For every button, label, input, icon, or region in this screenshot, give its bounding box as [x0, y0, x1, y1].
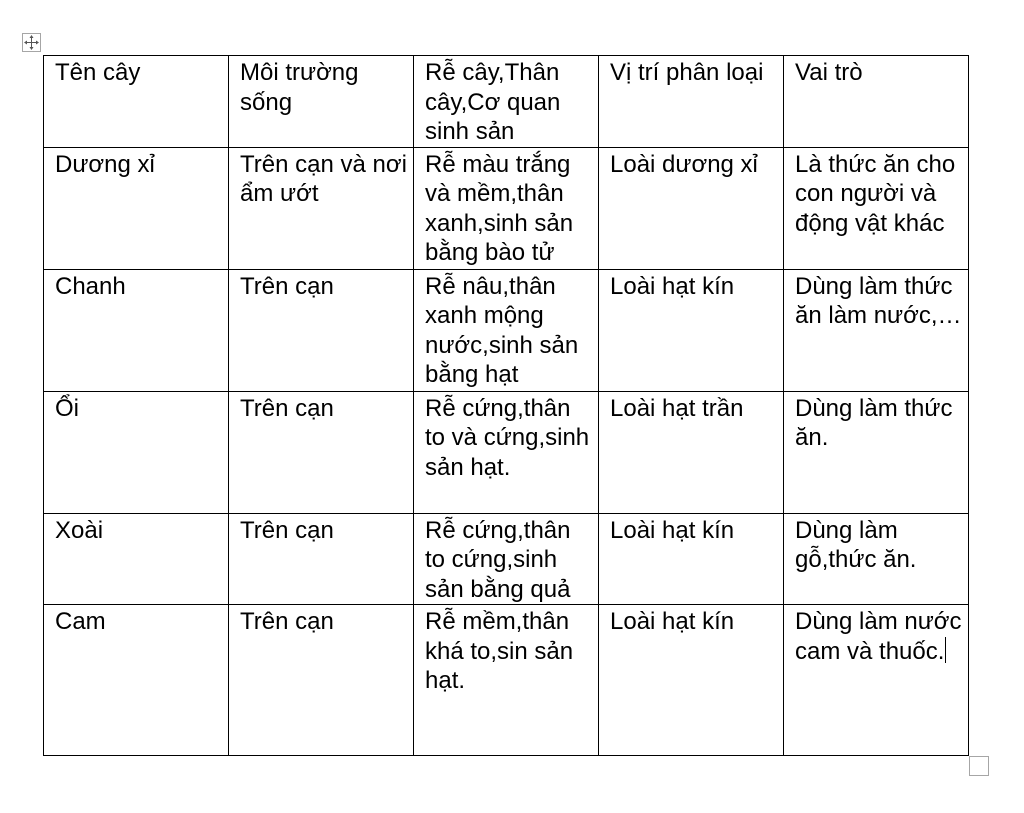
table-resize-handle[interactable] [969, 756, 989, 776]
header-cell-moi-truong[interactable]: Môi trường sống [229, 56, 414, 148]
table-cell[interactable]: Dùng làm thức ăn. [784, 391, 969, 513]
table-header-row [44, 56, 969, 148]
table-row [44, 391, 969, 513]
table-row [44, 605, 969, 756]
table-cell[interactable]: Trên cạn [229, 269, 414, 391]
header-cell-vi-tri[interactable]: Vị trí phân loại [599, 56, 784, 148]
cell-text: Dùng làm nước cam và thuốc. [795, 608, 962, 665]
table-cell[interactable]: Trên cạn [229, 513, 414, 605]
table-cell[interactable]: Rễ nâu,thân xanh mộng nước,sinh sản bằng hạt [414, 269, 599, 391]
header-cell-ten-cay[interactable]: Tên cây [44, 56, 229, 148]
text-caret [945, 637, 946, 663]
table-cell[interactable]: Trên cạn [229, 605, 414, 756]
table-cell[interactable]: Là thức ăn cho con người và động vật khác [784, 147, 969, 269]
table-row [44, 513, 969, 605]
table-cell[interactable]: Chanh [44, 269, 229, 391]
table-cell[interactable]: Loài hạt kín [599, 513, 784, 605]
table-cell[interactable]: Trên cạn [229, 391, 414, 513]
table-cell[interactable]: Cam [44, 605, 229, 756]
header-cell-vai-tro[interactable]: Vai trò [784, 56, 969, 148]
table-row [44, 147, 969, 269]
table-move-handle[interactable] [22, 33, 41, 52]
table-cell[interactable]: Trên cạn và nơi ẩm ướt [229, 147, 414, 269]
header-cell-re-than[interactable]: Rễ cây,Thân cây,Cơ quan sinh sản [414, 56, 599, 148]
table-row [44, 269, 969, 391]
table-cell[interactable]: Rễ cứng,thân to và cứng,sinh sản hạt. [414, 391, 599, 513]
table-cell[interactable]: Rễ mềm,thân khá to,sin sản hạt. [414, 605, 599, 756]
table-cell[interactable]: Dùng làm thức ăn làm nước,… [784, 269, 969, 391]
table-cell[interactable]: Xoài [44, 513, 229, 605]
table-cell-active[interactable] [784, 605, 969, 756]
move-arrows-icon [23, 34, 40, 51]
table-cell[interactable]: Loài hạt trần [599, 391, 784, 513]
table-cell[interactable]: Rễ màu trắng và mềm,thân xanh,sinh sản bằng bào tử [414, 147, 599, 269]
table-cell[interactable]: Loài hạt kín [599, 269, 784, 391]
table-cell[interactable]: Dùng làm gỗ,thức ăn. [784, 513, 969, 605]
plant-table [43, 55, 969, 756]
table-cell[interactable]: Rễ cứng,thân to cứng,sinh sản bằng quả [414, 513, 599, 605]
table-cell[interactable]: Dương xỉ [44, 147, 229, 269]
table-cell[interactable]: Loài hạt kín [599, 605, 784, 756]
table-cell[interactable]: Loài dương xỉ [599, 147, 784, 269]
table-cell[interactable]: Ổi [44, 391, 229, 513]
